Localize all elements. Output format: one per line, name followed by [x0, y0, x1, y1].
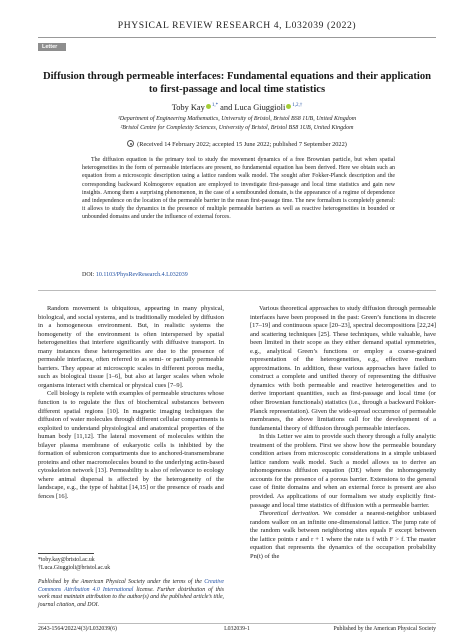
author-line [0, 103, 474, 112]
license-link[interactable]: Creative Commons Attribution 4.0 International [38, 579, 224, 593]
body-paragraph: Cell biology is replete with examples of permeable structures whose function is to regulate the flux of biochemical substances between different spatial regions [10]. In magnetic imaging techniques the diffusion of water molecules through different cellular compartments is exploited to understand physiological and anatomical properties of the human body [11,12]. The lateral movement of molecules within the bilayer plasma membrane of eukaryotic cells is inhibited by the formation of submicron compartments due to anchored-transmembrane proteins and other macromolecules bound to the underlying actin-based cytoskeleton network [13]. Permeability is also of relevance to ecology where animal dispersal is affected by the heterogeneity of the landscape, e.g., the type of habitat [14,15] or the presence of roads and fences [16]. [38, 390, 224, 501]
doi-line [82, 272, 188, 278]
article-title: Diffusion through permeable interfaces: Fundamental equations and their application to first-passage and local time statistics [42, 71, 432, 95]
author-separator: and [218, 103, 235, 112]
received-dates-text: (Received 14 February 2022; accepted 15 June 2022; published 7 September 2022) [137, 141, 347, 148]
orcid-icon[interactable] [286, 104, 291, 109]
body-paragraph [250, 510, 436, 561]
footnote-rule [38, 553, 94, 554]
affiliation-1: ¹Department of Engineering Mathematics, University of Bristol, Bristol BS8 1UB, United Kingdom [117, 116, 357, 122]
footer-page-number: L032039-1 [224, 626, 250, 632]
footnote-email-1[interactable]: *toby.kay@bristol.ac.uk [38, 557, 95, 563]
body-column-left [38, 305, 224, 502]
body-paragraph: In this Letter we aim to provide such theory through a fully analytic treatment of the problem. First we show how the permeable boundary condition arises from microscopic considerations in a simple unbiased lattice random walk model. Such a model allows us to derive an inhomogeneous diffusion equation (DE) where the inhomogeneity accounts for the presence of a porous barrier. Extensions to the general case of finite domains and when an external force is present are also provided. As applications of our formalism we study explicitly first-passage and local time statistics of diffusion with a permeable barrier. [250, 433, 436, 509]
doi-link[interactable]: 10.1103/PhysRevResearch.4.L032039 [95, 272, 188, 278]
orcid-icon[interactable] [206, 104, 211, 109]
license-statement [38, 579, 224, 609]
license-text-after: license. Further distribution of this work must maintain attribution to the author(s) and the published article’s title, journal citation, and DOI. [38, 586, 225, 608]
received-dates [0, 140, 474, 148]
check-for-updates-icon[interactable] [127, 140, 134, 147]
footer-rule [38, 623, 436, 624]
paragraph-heading: Theoretical derivation. [259, 510, 320, 518]
article-type-tag: Letter [38, 43, 66, 51]
body-paragraph: Random movement is ubiquitous, appearing in many physical, biological, and social systems, and is traditionally modeled by diffusion in a homogeneous environment. But, in realistic systems the homogeneity of the environment is often interspersed by spatial heterogeneities that interfere significantly with diffusive transport. In many instances these heterogeneities are due to the presence of permeable interfaces, often referred to as semi- or partially permeable barriers. They appear at microscopic scales in different porous media, such as biological tissue [1–6], but also at larger scales when whole organisms interact with chemical or physical cues [7–9]. [38, 305, 224, 389]
paragraph-text: We consider a nearest-neighbor unbiased random walker on an infinite one-dimensional lattice. The jump rate of the random walk between neighboring sites equals F except between the lattice points r and r + 1 where the rate is f with F > f. The master equation that represents the dynamics of the occupation probability Pn(t) of the [250, 510, 436, 560]
header-rule [38, 37, 436, 38]
affiliation-2: ²Bristol Centre for Complexity Sciences, University of Bristol, Bristol BS8 1UB, United Kingdom [120, 125, 354, 131]
abstract: The diffusion equation is the primary tool to study the movement dynamics of a free Brownian particle, but when spatial heterogeneities in the form of permeable interfaces are present, no fundamental equation has been derived. Here we obtain such an equation from a microscopic description using a lattice random walk model. The sought after Fokker-Planck description and the corresponding backward Kolmogorov equation are employed to investigate first-passage and local time statistics and gain new insights. Among them a surprising phenomenon, in the case of a semibounded domain, is the appearance of a regime of dependence and independence on the location of the permeable barrier in the mean first-passage time. The new formalism is completely general: it allows to study the dynamics in the presence of multiple permeable barriers as well as reactive heterogeneities in bounded or unbounded domains and under the influence of external forces. [82, 157, 395, 221]
author-1-name[interactable]: Toby Kay [171, 103, 205, 112]
license-text-before: Published by the American Physical Society under the terms of the [38, 579, 205, 585]
journal-header: PHYSICAL REVIEW RESEARCH 4, L032039 (2022) [117, 20, 357, 31]
body-paragraph: Various theoretical approaches to study diffusion through permeable interfaces have been proposed in the past: Green’s functions in discrete [17–19] and continuous space [20–23], spectral decompositions [22,24] and scattering techniques [25]. These techniques, while valuable, have been limited in their scope as they either demand spatial symmetries, e.g., analytical Green’s functions or employ a coarse-grained representation of the heterogeneities, e.g., effective medium approximations. In addition, these various approaches have failed to construct a complete and unified theory of representing the diffusive dynamics with both permeable and reactive heterogeneities and to derive important quantities, such as first-passage and local time (or other Brownian functionals) statistics (i.e., through a backward Fokker-Planck representation). Given the wide-spread occurrence of permeable membranes, the above limitations call for the development of a fundamental theory of diffusion through permeable interfaces. [250, 305, 436, 432]
body-column-right [250, 305, 436, 561]
footer-issn: 2643-1564/2022/4(3)/L032039(6) [38, 626, 117, 632]
doi-label: DOI: [82, 272, 96, 278]
author-1-affiliation-marks: 1,* [211, 103, 219, 108]
author-2-affiliation-marks: 1,2,† [292, 103, 303, 108]
footer-publisher: Published by the American Physical Society [333, 626, 436, 632]
section-divider [38, 290, 436, 291]
author-2-name[interactable]: Luca Giuggioli [234, 103, 286, 112]
footnote-email-2[interactable]: †Luca.Giuggioli@bristol.ac.uk [38, 565, 111, 571]
